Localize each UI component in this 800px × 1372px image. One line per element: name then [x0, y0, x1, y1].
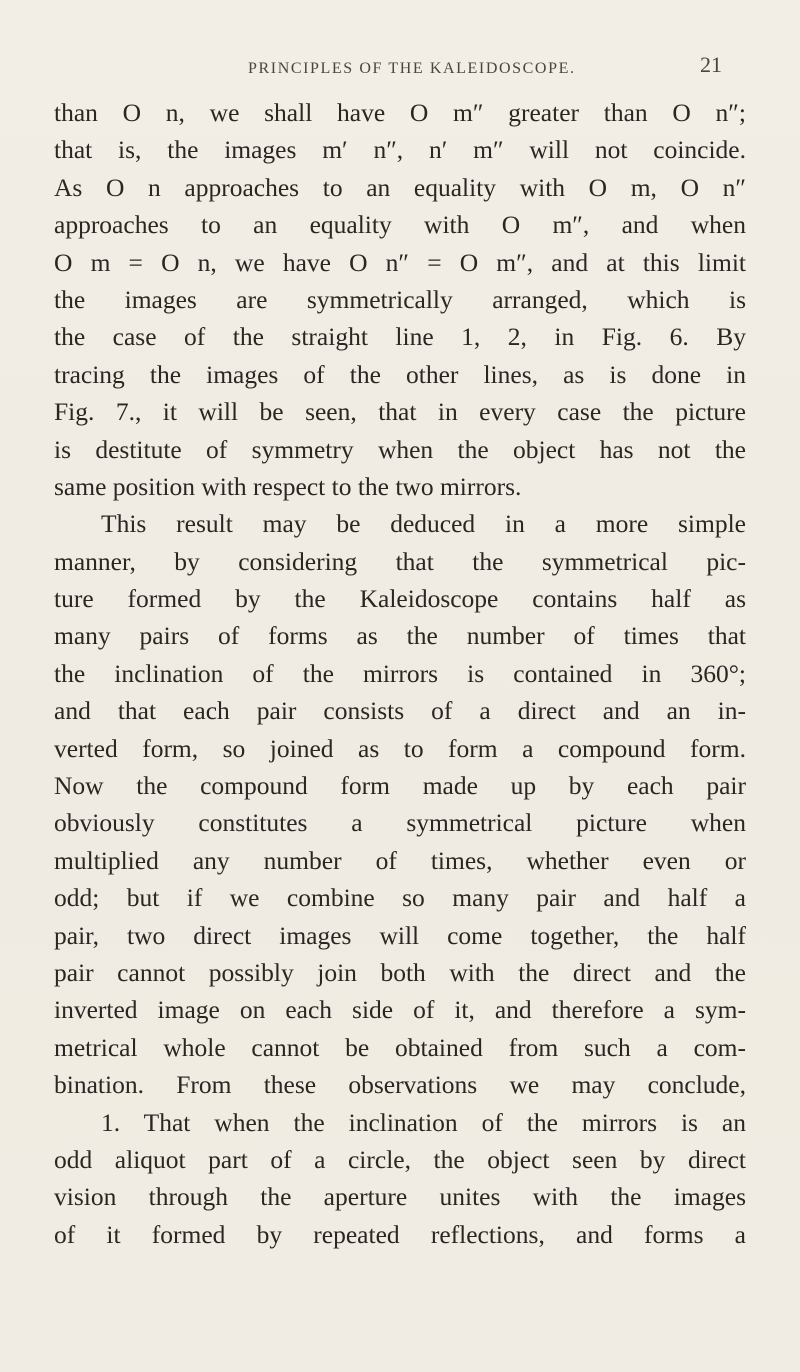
- text-line: metrical whole cannot be obtained from such a com-: [54, 1032, 746, 1062]
- text-line: that is, the images m′ n″, n′ m″ will not coincide.: [54, 135, 746, 165]
- text-line: Fig. 7., it will be seen, that in every case the picture: [54, 397, 746, 427]
- text-line: bination. From these observations we may conclude,: [54, 1070, 746, 1100]
- text-line: Now the compound form made up by each pair: [54, 771, 746, 801]
- text-line: is destitute of symmetry when the object has not the: [54, 434, 746, 464]
- text-line: pair cannot possibly join both with the direct and the: [54, 957, 746, 987]
- text-line: tracing the images of the other lines, as is done in: [54, 359, 746, 389]
- text-line: ture formed by the Kaleidoscope contains half as: [54, 584, 746, 614]
- text-line: pair, two direct images will come together, the half: [54, 920, 746, 950]
- text-line: obviously constitutes a symmetrical picture when: [54, 808, 746, 838]
- text-line: of it formed by repeated reflections, and forms a: [54, 1219, 746, 1249]
- text-line: multiplied any number of times, whether even or: [54, 845, 746, 875]
- text-line: O m = O n, we have O n″ = O m″, and at this limit: [54, 247, 746, 277]
- text-line: verted form, so joined as to form a compound form.: [54, 733, 746, 763]
- text-line: manner, by considering that the symmetrical pic-: [54, 546, 746, 576]
- text-line: and that each pair consists of a direct and an in-: [54, 696, 746, 726]
- text-line: the images are symmetrically arranged, which is: [54, 284, 746, 314]
- text-line: odd aliquot part of a circle, the object seen by direct: [54, 1144, 746, 1174]
- text-line: many pairs of forms as the number of times that: [54, 621, 746, 651]
- text-line: same position with respect to the two mirrors.: [54, 471, 522, 501]
- body-text: [54, 94, 746, 1253]
- text-line: the inclination of the mirrors is contained in 360°;: [54, 658, 746, 688]
- text-line: the case of the straight line 1, 2, in Fig. 6. By: [54, 322, 746, 352]
- text-line: than O n, we shall have O m″ greater than O n″;: [54, 98, 746, 127]
- text-line: inverted image on each side of it, and therefore a sym-: [54, 995, 746, 1025]
- text-line: 1. That when the inclination of the mirrors is an: [101, 1107, 746, 1137]
- text-line: vision through the aperture unites with the images: [54, 1182, 746, 1212]
- running-head: PRINCIPLES OF THE KALEIDOSCOPE.: [248, 60, 576, 77]
- text-line: odd; but if we combine so many pair and half a: [54, 883, 746, 913]
- text-line: As O n approaches to an equality with O m, O n″: [54, 172, 746, 202]
- text-line: approaches to an equality with O m″, and when: [54, 210, 746, 240]
- text-line: This result may be deduced in a more simple: [101, 509, 746, 539]
- page-number: 21: [700, 52, 722, 77]
